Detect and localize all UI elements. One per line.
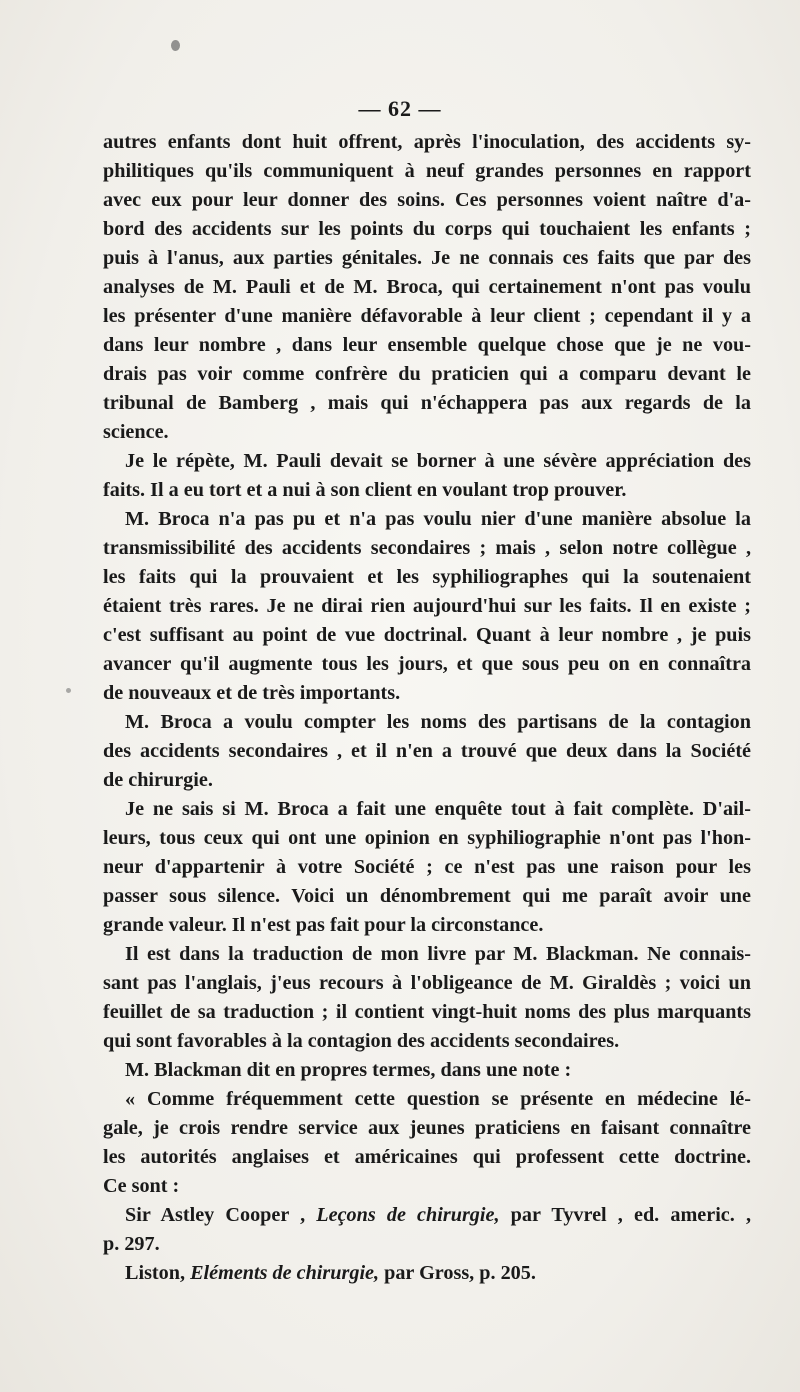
reference-line: [103, 1259, 751, 1288]
text-line: neur d'appartenir à votre Société ; ce n'est pas une raison pour les: [103, 856, 751, 878]
text-line: tribunal de Bamberg , mais qui n'échappera pas aux regards de la: [103, 392, 751, 414]
text-line: Il est dans la traduction de mon livre par M. Blackman. Ne connais-: [125, 943, 751, 965]
text-line: leurs, tous ceux qui ont une opinion en syphiliographie n'ont pas l'hon-: [103, 827, 751, 849]
text-line: Je le répète, M. Pauli devait se borner à une sévère appréciation des: [125, 450, 751, 472]
reference-work: Eléments de chirurgie,: [190, 1262, 380, 1284]
text-line: dans leur nombre , dans leur ensemble quelque chose que je ne vou-: [103, 334, 751, 356]
reference-details: par Gross, p. 205.: [384, 1262, 536, 1284]
reference-work: Leçons de chirurgie,: [316, 1204, 500, 1226]
text-line: science.: [103, 421, 169, 443]
text-line: transmissibilité des accidents secondaires ; mais , selon notre collègue ,: [103, 537, 751, 559]
text-line: les présenter d'une manière défavorable à leur client ; cependant il y a: [103, 305, 751, 327]
reference-line: p. 297.: [103, 1233, 160, 1255]
reference-details: par Tyvrel , ed. americ. ,: [510, 1204, 751, 1226]
text-line: puis à l'anus, aux parties génitales. Je ne connais ces faits que par des: [103, 247, 751, 269]
text-line: Je ne sais si M. Broca a fait une enquête tout à fait complète. D'ail-: [125, 798, 751, 820]
text-line: des accidents secondaires , et il n'en a trouvé que deux dans la Société: [103, 740, 751, 762]
text-line: de chirurgie.: [103, 769, 213, 791]
text-line: analyses de M. Pauli et de M. Broca, qui certainement n'ont pas voulu: [103, 276, 751, 298]
text-line: feuillet de sa traduction ; il contient vingt-huit noms des plus marquants: [103, 1001, 751, 1023]
text-line: c'est suffisant au point de vue doctrinal. Quant à leur nombre , je puis: [103, 624, 751, 646]
text-line: grande valeur. Il n'est pas fait pour la circonstance.: [103, 914, 544, 936]
text-line: sant pas l'anglais, j'eus recours à l'obligeance de M. Giraldès ; voici un: [103, 972, 751, 994]
text-line: autres enfants dont huit offrent, après l'inoculation, des accidents sy-: [103, 131, 751, 153]
text-line: qui sont favorables à la contagion des accidents secondaires.: [103, 1030, 620, 1052]
text-line: avancer qu'il augmente tous les jours, et que sous peu on en connaîtra: [103, 653, 751, 675]
text-line: passer sous silence. Voici un dénombrement qui me paraît avoir une: [103, 885, 751, 907]
text-line: de nouveaux et de très importants.: [103, 682, 401, 704]
reference-author: Liston,: [125, 1262, 186, 1284]
text-line: « Comme fréquemment cette question se présente en médecine lé-: [125, 1088, 751, 1110]
text-line: les autorités anglaises et américaines qui professent cette doctrine.: [103, 1146, 751, 1168]
text-line: M. Broca n'a pas pu et n'a pas voulu nier d'une manière absolue la: [125, 508, 751, 530]
text-line: bord des accidents sur les points du corps qui touchaient les enfants ;: [103, 218, 751, 240]
body-text: [103, 128, 751, 1288]
text-line: gale, je crois rendre service aux jeunes praticiens en faisant connaître: [103, 1117, 751, 1139]
text-line: philitiques qu'ils communiquent à neuf grandes personnes en rapport: [103, 160, 751, 182]
reference-line: [103, 1201, 751, 1230]
text-line: Ce sont :: [103, 1175, 180, 1197]
margin-mark: [66, 688, 71, 693]
text-line: M. Blackman dit en propres termes, dans une note :: [125, 1059, 572, 1081]
text-line: étaient très rares. Je ne dirai rien aujourd'hui sur les faits. Il en existe ;: [103, 595, 751, 617]
text-line: avec eux pour leur donner des soins. Ces personnes voient naître d'a-: [103, 189, 751, 211]
reference-author: Sir Astley Cooper ,: [125, 1204, 306, 1226]
text-line: faits. Il a eu tort et a nui à son client en voulant trop prouver.: [103, 479, 627, 501]
text-line: les faits qui la prouvaient et les syphiliographes qui la soutenaient: [103, 566, 751, 588]
page-number: — 62 —: [358, 96, 442, 121]
text-line: drais pas voir comme confrère du praticien qui a comparu devant le: [103, 363, 751, 385]
text-line: M. Broca a voulu compter les noms des partisans de la contagion: [125, 711, 751, 733]
ink-blot: [171, 40, 180, 51]
